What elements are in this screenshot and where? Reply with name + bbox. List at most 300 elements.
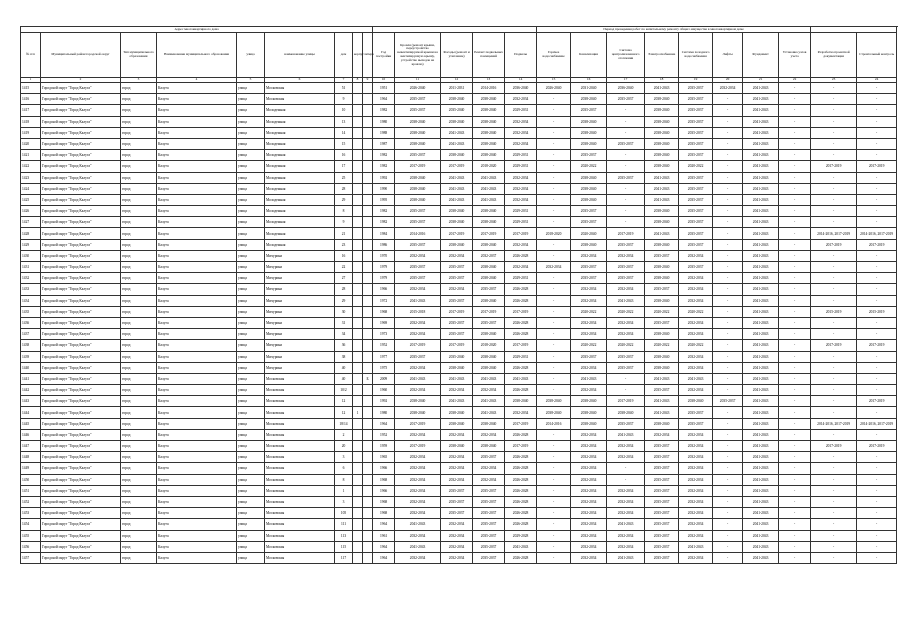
- table-cell: 113: [335, 530, 353, 541]
- table-cell: -: [713, 508, 743, 519]
- table-cell: 2041-2043: [743, 474, 779, 485]
- table-cell: 2017-2019: [607, 228, 645, 239]
- table-cell: 2041-2043: [645, 83, 679, 94]
- table-cell: [363, 273, 373, 284]
- table-cell: 2032-2034: [395, 474, 441, 485]
- table-cell: -: [713, 306, 743, 317]
- table-cell: -: [779, 161, 811, 172]
- table-cell: 2014-2016: [473, 83, 505, 94]
- table-cell: Молодежная: [265, 183, 335, 194]
- column-header: Канализация: [571, 33, 607, 78]
- table-cell: 1966: [373, 485, 395, 496]
- column-number: 5: [237, 78, 265, 83]
- table-cell: Калуга: [157, 138, 237, 149]
- table-cell: 2035-2037: [473, 317, 505, 328]
- table-cell: [353, 418, 363, 429]
- table-cell: 2032-2034: [505, 127, 537, 138]
- table-cell: -: [713, 284, 743, 295]
- table-cell: Московская: [265, 463, 335, 474]
- table-cell: Калуга: [157, 295, 237, 306]
- table-cell: 2035-2037: [473, 485, 505, 496]
- table-cell: 2035-2037: [679, 206, 713, 217]
- table-cell: Городской округ "Город Калуга": [41, 239, 121, 250]
- table-cell: 2038-2040: [537, 396, 571, 407]
- table-cell: 2041-2043: [743, 250, 779, 261]
- table-cell: -: [811, 262, 857, 273]
- table-cell: 2038-2040: [505, 396, 537, 407]
- table-cell: 2041-2043: [743, 273, 779, 284]
- table-cell: город: [121, 239, 157, 250]
- table-cell: Калуга: [157, 396, 237, 407]
- table-cell: -: [713, 295, 743, 306]
- table-cell: -: [713, 273, 743, 284]
- table-cell: 2020-2022: [645, 340, 679, 351]
- table-cell: 1444: [21, 407, 41, 418]
- table-cell: [353, 373, 363, 384]
- table-cell: [353, 228, 363, 239]
- table-cell: 2041-2043: [743, 172, 779, 183]
- table-cell: [353, 239, 363, 250]
- table-cell: -: [607, 217, 645, 228]
- table-row: [21, 452, 897, 463]
- table-cell: 2038-2040: [679, 396, 713, 407]
- table-cell: 2032-2034: [713, 83, 743, 94]
- table-cell: [353, 441, 363, 452]
- table-cell: [353, 105, 363, 116]
- table-cell: 2020-2022: [607, 340, 645, 351]
- table-cell: 1432: [21, 273, 41, 284]
- table-cell: Городской округ "Город Калуга": [41, 172, 121, 183]
- table-cell: [353, 183, 363, 194]
- table-cell: Городской округ "Город Калуга": [41, 116, 121, 127]
- table-cell: 2029-2031: [505, 206, 537, 217]
- table-cell: 2041-2043: [743, 183, 779, 194]
- table-row: [21, 541, 897, 552]
- table-cell: 1420: [21, 138, 41, 149]
- table-cell: 1452: [21, 496, 41, 507]
- table-cell: улица: [237, 127, 265, 138]
- table-cell: 1973: [373, 329, 395, 340]
- table-cell: город: [121, 508, 157, 519]
- table-cell: улица: [237, 284, 265, 295]
- table-cell: -: [713, 429, 743, 440]
- table-cell: 10: [335, 105, 353, 116]
- table-cell: 2032-2034: [571, 362, 607, 373]
- table-cell: 2032-2034: [645, 429, 679, 440]
- table-cell: -: [537, 239, 571, 250]
- table-cell: 2035-2037: [571, 206, 607, 217]
- table-row: [21, 418, 897, 429]
- table-cell: [363, 452, 373, 463]
- table-cell: 2038-2040: [473, 362, 505, 373]
- table-cell: город: [121, 485, 157, 496]
- table-cell: 1453: [21, 508, 41, 519]
- table-cell: 2041-2043: [743, 295, 779, 306]
- table-cell: город: [121, 262, 157, 273]
- table-cell: Городской округ "Город Калуга": [41, 429, 121, 440]
- table-row: [21, 138, 897, 149]
- table-cell: [353, 273, 363, 284]
- column-header: Тип муниципального образования: [121, 33, 157, 78]
- table-cell: 2032-2034: [679, 362, 713, 373]
- table-cell: 1992: [373, 396, 395, 407]
- table-cell: 2038-2040: [571, 183, 607, 194]
- table-cell: 2038-2040: [645, 295, 679, 306]
- table-cell: Мичурина: [265, 262, 335, 273]
- table-cell: 1995: [373, 194, 395, 205]
- table-row: [21, 552, 897, 563]
- table-cell: 1986: [373, 239, 395, 250]
- table-cell: город: [121, 161, 157, 172]
- table-cell: 2041-2043: [505, 541, 537, 552]
- table-cell: 2035-2037: [679, 138, 713, 149]
- table-cell: 2035-2037: [441, 317, 473, 328]
- table-cell: 2035-2037: [473, 284, 505, 295]
- table-cell: 2032-2034: [607, 329, 645, 340]
- table-cell: [363, 228, 373, 239]
- table-cell: город: [121, 385, 157, 396]
- table-cell: Калуга: [157, 541, 237, 552]
- table-cell: -: [811, 519, 857, 530]
- table-cell: Городской округ "Город Калуга": [41, 496, 121, 507]
- table-cell: 1436: [21, 317, 41, 328]
- table-cell: -: [537, 385, 571, 396]
- table-cell: Городской округ "Город Калуга": [41, 508, 121, 519]
- table-cell: 2017-2019: [395, 418, 441, 429]
- table-cell: 2032-2034: [679, 530, 713, 541]
- table-cell: 2035-2037: [645, 485, 679, 496]
- table-cell: 2041-2043: [473, 172, 505, 183]
- table-cell: 1968: [373, 306, 395, 317]
- table-row: [21, 463, 897, 474]
- table-cell: 2032-2034: [441, 519, 473, 530]
- table-cell: Калуга: [157, 351, 237, 362]
- table-cell: [353, 150, 363, 161]
- table-cell: -: [811, 541, 857, 552]
- table-cell: -: [857, 83, 897, 94]
- table-cell: 2035-2037: [395, 94, 441, 105]
- table-cell: 2038-2040: [537, 407, 571, 418]
- table-cell: 2032-2034: [441, 452, 473, 463]
- table-row: [21, 317, 897, 328]
- table-cell: -: [607, 150, 645, 161]
- table-cell: 2035-2037: [571, 273, 607, 284]
- table-cell: -: [779, 183, 811, 194]
- table-cell: 2035-2037: [645, 496, 679, 507]
- table-cell: 1440: [21, 362, 41, 373]
- table-cell: 1428: [21, 228, 41, 239]
- table-cell: город: [121, 373, 157, 384]
- table-cell: 1992: [373, 172, 395, 183]
- table-cell: 2032-2034: [571, 385, 607, 396]
- table-cell: 16: [335, 150, 353, 161]
- table-cell: город: [121, 317, 157, 328]
- table-row: [21, 172, 897, 183]
- table-cell: 2035-2037: [571, 105, 607, 116]
- table-cell: 2038-2040: [473, 441, 505, 452]
- table-cell: Молодежная: [265, 239, 335, 250]
- table-cell: [363, 329, 373, 340]
- table-cell: 2038-2040: [441, 407, 473, 418]
- table-cell: 23: [335, 239, 353, 250]
- table-cell: -: [811, 452, 857, 463]
- table-cell: Калуга: [157, 150, 237, 161]
- table-cell: город: [121, 541, 157, 552]
- table-cell: -: [713, 485, 743, 496]
- table-cell: 2038-2040: [473, 262, 505, 273]
- table-cell: 2041-2043: [743, 116, 779, 127]
- table-cell: 2038-2040: [571, 194, 607, 205]
- table-cell: 2038-2040: [441, 362, 473, 373]
- table-cell: 2026-2028: [505, 519, 537, 530]
- table-row: [21, 127, 897, 138]
- table-row: [21, 429, 897, 440]
- column-header: № п/п: [21, 33, 41, 78]
- table-cell: -: [607, 474, 645, 485]
- table-cell: 111: [335, 519, 353, 530]
- table-cell: Московская: [265, 530, 335, 541]
- table-cell: [363, 508, 373, 519]
- table-cell: Городской округ "Город Калуга": [41, 552, 121, 563]
- table-cell: 2032-2034: [505, 94, 537, 105]
- table-cell: -: [857, 150, 897, 161]
- table-cell: 1972: [373, 295, 395, 306]
- table-cell: город: [121, 295, 157, 306]
- table-cell: Молодежная: [265, 127, 335, 138]
- table-cell: Московская: [265, 83, 335, 94]
- table-cell: Мичурина: [265, 340, 335, 351]
- table-cell: 1959: [373, 441, 395, 452]
- table-cell: -: [811, 83, 857, 94]
- table-cell: улица: [237, 385, 265, 396]
- table-cell: 2020-2040: [571, 228, 607, 239]
- table-cell: -: [607, 463, 645, 474]
- table-cell: 2026-2028: [505, 485, 537, 496]
- table-cell: [363, 239, 373, 250]
- table-cell: 2032-2037: [473, 250, 505, 261]
- table-cell: 2038-2040: [395, 172, 441, 183]
- table-cell: 30: [335, 306, 353, 317]
- table-cell: 2015-2018: [395, 306, 441, 317]
- table-cell: 2020-2022: [607, 306, 645, 317]
- table-cell: 2038-2040: [473, 239, 505, 250]
- table-cell: 2038-2040: [571, 116, 607, 127]
- table-cell: город: [121, 362, 157, 373]
- table-cell: 2041-2043: [395, 519, 441, 530]
- table-cell: 1979: [373, 262, 395, 273]
- table-cell: улица: [237, 496, 265, 507]
- table-cell: 2020-2022: [679, 340, 713, 351]
- table-cell: -: [779, 206, 811, 217]
- table-cell: Калуга: [157, 418, 237, 429]
- table-cell: -: [857, 474, 897, 485]
- table-cell: 28: [335, 284, 353, 295]
- table-cell: Городской округ "Город Калуга": [41, 284, 121, 295]
- column-number: 6: [265, 78, 335, 83]
- table-cell: 2038-2040: [645, 418, 679, 429]
- table-cell: [363, 496, 373, 507]
- table-cell: 2035-2037: [679, 105, 713, 116]
- table-cell: Молодежная: [265, 172, 335, 183]
- table-cell: -: [779, 362, 811, 373]
- table-cell: город: [121, 396, 157, 407]
- table-cell: 2041-2043: [441, 373, 473, 384]
- table-cell: 2032-2034: [607, 317, 645, 328]
- table-cell: 2038-2040: [645, 262, 679, 273]
- table-cell: 13: [335, 116, 353, 127]
- table-cell: -: [537, 530, 571, 541]
- table-cell: 2038-2040: [571, 138, 607, 149]
- table-cell: -: [857, 541, 897, 552]
- table-cell: Городской округ "Город Калуга": [41, 329, 121, 340]
- table-cell: 2032-2034: [473, 385, 505, 396]
- table-cell: Калуга: [157, 508, 237, 519]
- table-cell: Калуга: [157, 94, 237, 105]
- table-cell: 2041-2043: [395, 295, 441, 306]
- table-cell: Городской округ "Город Калуга": [41, 206, 121, 217]
- column-header: Подвалы: [505, 33, 537, 78]
- table-cell: улица: [237, 552, 265, 563]
- table-cell: Калуга: [157, 161, 237, 172]
- table-cell: Московская: [265, 552, 335, 563]
- table-cell: Городской округ "Город Калуга": [41, 418, 121, 429]
- table-cell: Б: [363, 373, 373, 384]
- table-cell: -: [713, 150, 743, 161]
- table-cell: улица: [237, 116, 265, 127]
- table-cell: 2035-2037: [645, 284, 679, 295]
- table-cell: -: [713, 418, 743, 429]
- table-cell: 1416: [21, 94, 41, 105]
- table-cell: 2038-2040: [645, 105, 679, 116]
- table-cell: 1980: [373, 407, 395, 418]
- table-cell: 2026-2028: [505, 284, 537, 295]
- table-cell: 2026-2028: [505, 329, 537, 340]
- table-cell: 1952: [373, 429, 395, 440]
- table-cell: 2032-2034: [505, 239, 537, 250]
- column-header: Установка узлов учета: [779, 33, 811, 78]
- table-cell: [353, 172, 363, 183]
- table-cell: [363, 351, 373, 362]
- table-cell: 2026-2028: [505, 250, 537, 261]
- table-cell: Московская: [265, 496, 335, 507]
- table-cell: 2041-2043: [743, 284, 779, 295]
- table-cell: Мичурина: [265, 351, 335, 362]
- table-cell: Молодежная: [265, 206, 335, 217]
- table-cell: 1982: [373, 217, 395, 228]
- table-cell: 2035-2037: [607, 239, 645, 250]
- table-cell: 2038-2040: [645, 239, 679, 250]
- table-cell: 2041-2043: [743, 194, 779, 205]
- table-cell: -: [811, 94, 857, 105]
- table-row: [21, 485, 897, 496]
- table-cell: 2038-2040: [645, 150, 679, 161]
- column-header: дом: [335, 33, 353, 78]
- table-cell: -: [857, 262, 897, 273]
- table-cell: -: [779, 116, 811, 127]
- table-cell: 2017-2019: [395, 441, 441, 452]
- table-cell: город: [121, 217, 157, 228]
- table-cell: 17: [335, 161, 353, 172]
- table-cell: -: [779, 441, 811, 452]
- table-cell: 2035-2037: [607, 138, 645, 149]
- table-cell: Калуга: [157, 385, 237, 396]
- table-cell: -: [713, 552, 743, 563]
- table-row: [21, 105, 897, 116]
- table-cell: 2032-2034: [679, 284, 713, 295]
- table-cell: 36: [335, 340, 353, 351]
- table-cell: 21: [335, 228, 353, 239]
- table-cell: 2032-2034: [505, 194, 537, 205]
- table-row: [21, 396, 897, 407]
- table-cell: 2026-2028: [505, 508, 537, 519]
- table-cell: -: [713, 351, 743, 362]
- table-cell: 1982: [373, 150, 395, 161]
- table-cell: 2032-2034: [679, 552, 713, 563]
- table-cell: улица: [237, 273, 265, 284]
- table-cell: город: [121, 206, 157, 217]
- table-cell: -: [713, 373, 743, 384]
- table-cell: Московская: [265, 508, 335, 519]
- table-cell: 2041-2043: [743, 452, 779, 463]
- table-cell: 2041-2043: [743, 407, 779, 418]
- table-cell: Мичурина: [265, 317, 335, 328]
- table-cell: 2032-2034: [395, 362, 441, 373]
- table-cell: Калуга: [157, 273, 237, 284]
- table-cell: [353, 250, 363, 261]
- table-cell: 1975: [373, 362, 395, 373]
- table-cell: 2038-2040: [473, 351, 505, 362]
- table-cell: Калуга: [157, 239, 237, 250]
- table-cell: -: [779, 295, 811, 306]
- table-cell: 2035-2037: [441, 485, 473, 496]
- table-cell: -: [537, 250, 571, 261]
- table-cell: -: [857, 429, 897, 440]
- column-header: Муниципальный район/городской округ: [41, 33, 121, 78]
- table-cell: -: [607, 194, 645, 205]
- table-cell: Городской округ "Город Калуга": [41, 407, 121, 418]
- table-cell: 2035-2037: [607, 351, 645, 362]
- table-cell: 2: [335, 429, 353, 440]
- table-cell: 2032-2034: [571, 441, 607, 452]
- table-cell: 2017-2019: [857, 340, 897, 351]
- table-cell: -: [537, 194, 571, 205]
- table-cell: 2041-2043: [441, 172, 473, 183]
- table-cell: -: [779, 228, 811, 239]
- table-cell: город: [121, 138, 157, 149]
- table-cell: 2032-2034: [607, 508, 645, 519]
- table-cell: 2032-2034: [395, 530, 441, 541]
- table-cell: Московская: [265, 396, 335, 407]
- table-cell: 2038-2040: [473, 127, 505, 138]
- table-cell: 2035-2037: [607, 262, 645, 273]
- table-cell: [353, 295, 363, 306]
- table-cell: -: [537, 317, 571, 328]
- table-cell: 1427: [21, 217, 41, 228]
- table-cell: Городской округ "Город Калуга": [41, 228, 121, 239]
- table-row: [21, 161, 897, 172]
- table-cell: 2041-2043: [743, 362, 779, 373]
- table-cell: [363, 295, 373, 306]
- table-cell: 2009: [373, 373, 395, 384]
- table-cell: -: [713, 116, 743, 127]
- table-cell: 2041-2043: [743, 239, 779, 250]
- table-cell: 2035-2037: [645, 463, 679, 474]
- table-cell: 40: [335, 362, 353, 373]
- table-cell: -: [857, 295, 897, 306]
- table-cell: улица: [237, 396, 265, 407]
- table-cell: [363, 83, 373, 94]
- table-cell: 2032-2034: [441, 474, 473, 485]
